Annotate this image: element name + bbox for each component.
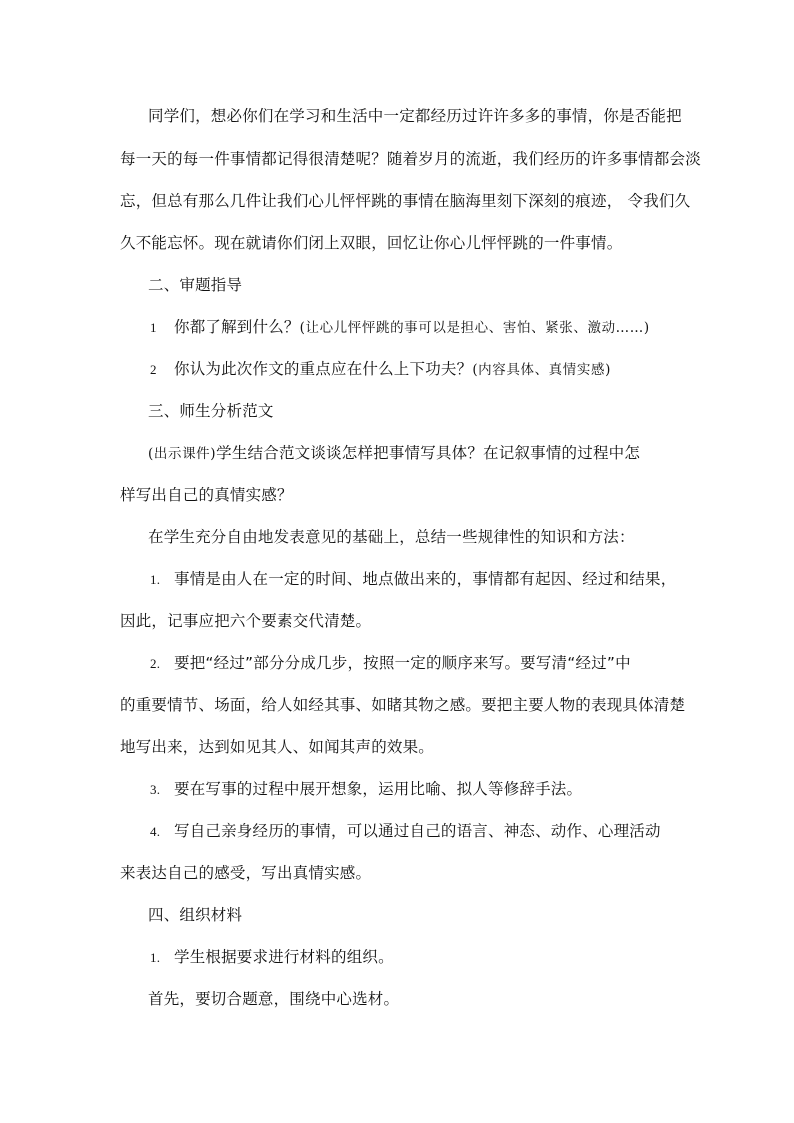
analysis-paragraph-text: 学生结合范文谈谈怎样把事情写具体？在记叙事情的过程中怎 <box>216 444 641 462</box>
question-1 <box>150 317 650 338</box>
method-item-2-line-2: 的重要情节、场面，给人如经其事、如睹其物之感。要把主要人物的表现具体清楚 <box>120 696 686 714</box>
method-item-1-number: 1. <box>150 572 161 587</box>
material-item-1-text: 学生根据要求进行材料的组织。 <box>174 948 394 966</box>
question-1-note: (让心儿怦怦跳的事可以是担心、害怕、紧张、激动……) <box>299 320 650 336</box>
analysis-paragraph-line-2: 样写出自己的真情实感？ <box>120 486 293 504</box>
method-item-4-text: 写自己亲身经历的事情，可以通过自己的语言、神态、动作、心理活动 <box>174 822 661 840</box>
intro-line-1: 同学们，想必你们在学习和生活中一定都经历过许许多多的事情，你是否能把 <box>148 107 682 125</box>
method-item-4 <box>150 821 661 842</box>
method-item-1-continued: 因此，记事应把六个要素交代清楚。 <box>120 612 372 630</box>
question-2-number: 2 <box>150 362 157 377</box>
method-item-3-number: 3. <box>150 782 161 797</box>
method-item-3 <box>150 779 582 800</box>
method-item-4-number: 4. <box>150 824 161 839</box>
section-heading-2: 二、审题指导 <box>148 276 243 294</box>
intro-line-2: 每一天的每一件事情都记得很清楚呢？随着岁月的流逝，我们经历的许多事情都会淡 <box>120 150 701 168</box>
intro-line-4: 久不能忘怀。现在就请你们闭上双眼，回忆让你心儿怦怦跳的一件事情。 <box>120 234 623 252</box>
method-item-2-number: 2. <box>150 656 161 671</box>
question-2-note: (内容具体、真情实感) <box>472 362 611 378</box>
question-1-number: 1 <box>150 320 157 335</box>
question-2 <box>150 359 611 380</box>
method-item-4-continued: 来表达自己的感受，写出真情实感。 <box>120 864 372 882</box>
summary-paragraph: 在学生充分自由地发表意见的基础上，总结一些规律性的知识和方法： <box>148 528 635 546</box>
section-heading-4: 四、组织材料 <box>148 906 243 924</box>
method-item-1-text: 事情是由人在一定的时间、地点做出来的，事情都有起因、经过和结果， <box>174 570 677 588</box>
method-item-2-text: 要把“经过”部分分成几步，按照一定的顺序来写。要写清“经过”中 <box>174 654 631 672</box>
method-item-3-text: 要在写事的过程中展开想象，运用比喻、拟人等修辞手法。 <box>174 780 583 798</box>
courseware-note: (出示课件) <box>148 446 217 462</box>
question-1-text: 你都了解到什么？ <box>174 318 300 336</box>
method-item-2-line-3: 地写出来，达到如见其人、如闻其声的效果。 <box>120 738 435 756</box>
material-item-1 <box>150 947 394 968</box>
section-heading-3: 三、师生分析范文 <box>148 402 274 420</box>
material-item-1-number: 1. <box>150 950 161 965</box>
method-item-1 <box>150 569 676 590</box>
question-2-text: 你认为此次作文的重点应在什么上下功夫？ <box>174 360 473 378</box>
analysis-paragraph-line-1 <box>148 443 640 464</box>
intro-line-3: 忘，但总有那么几件让我们心儿怦怦跳的事情在脑海里刻下深刻的痕迹， 令我们久 <box>120 192 691 210</box>
method-item-2 <box>150 653 631 674</box>
material-paragraph: 首先，要切合题意，围绕中心选材。 <box>148 990 400 1008</box>
